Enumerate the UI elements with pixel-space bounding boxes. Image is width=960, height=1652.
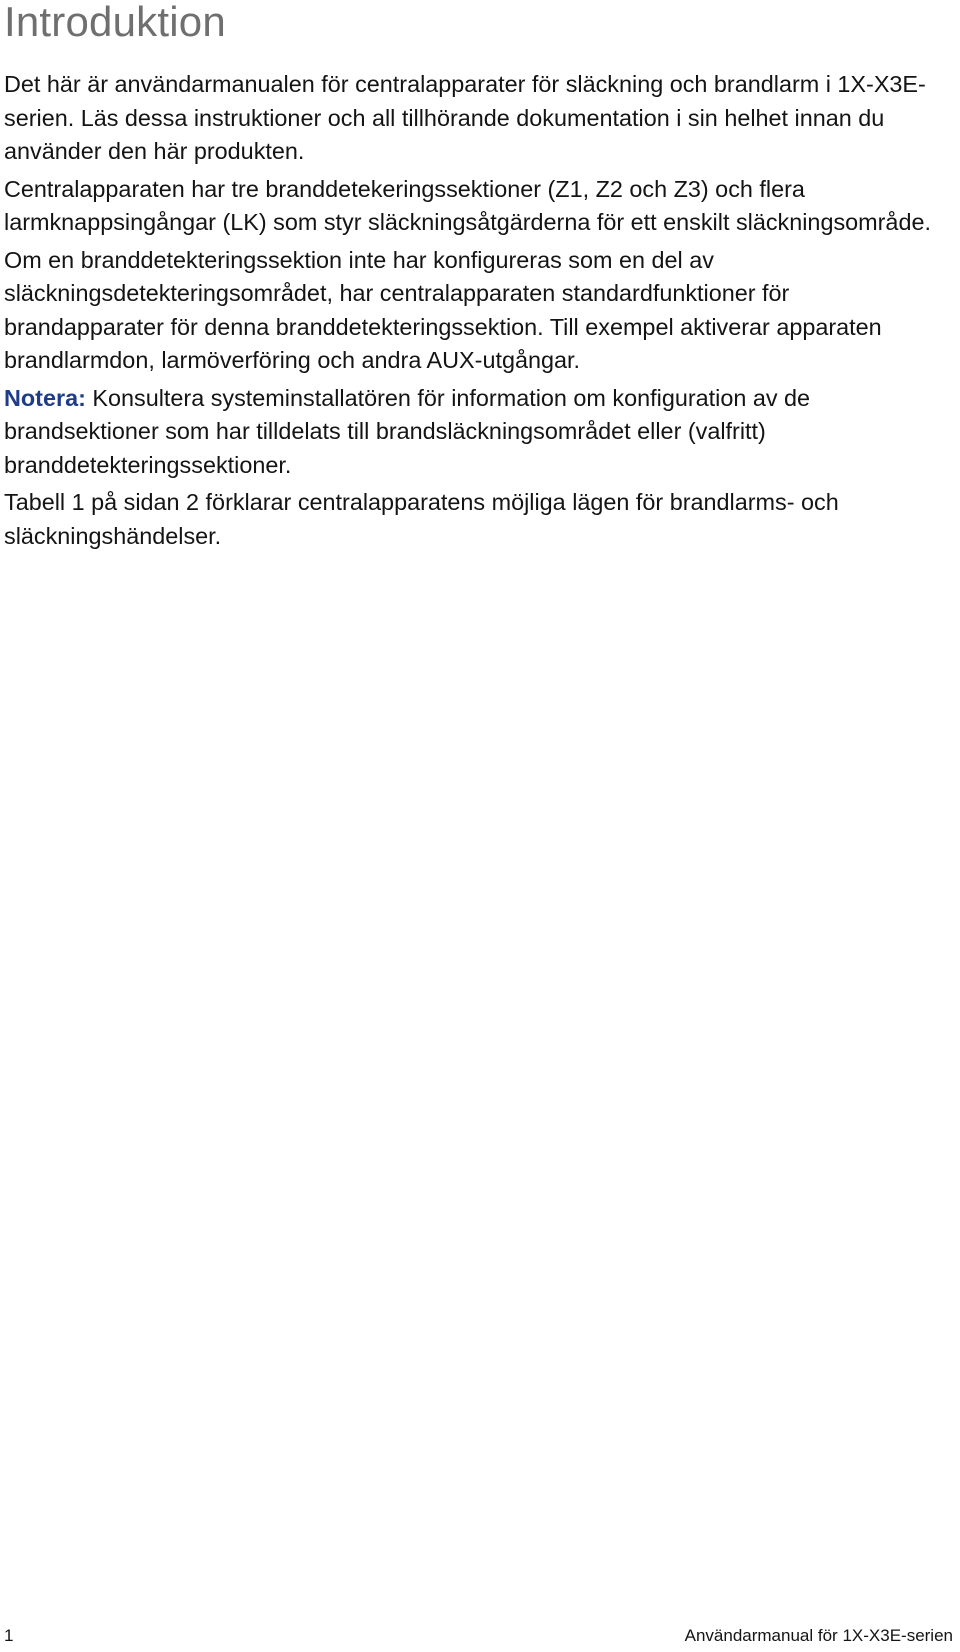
body-content	[4, 68, 944, 557]
detection-paragraph: Om en branddetekteringssektion inte har konfigureras som en del av släckningsdetekteringsområdet, har centralapparaten standardfunktioner för brandapparater för denna branddetekteringssektion. Till exempel aktiverar apparaten brandlarmdon, larmöverföring och andra AUX-utgångar.	[4, 246, 882, 373]
page-number: 1	[4, 1626, 14, 1645]
note-paragraph	[4, 382, 944, 483]
page-title: Introduktion	[4, 0, 226, 45]
note-label: Notera:	[4, 384, 86, 411]
note-text: Konsultera systeminstallatören för information om konfiguration av de brandsektioner som har tilldelats till brandsläckningsområdet eller (valfritt) branddetekteringssektioner.	[4, 384, 811, 478]
footer-document-title: Användarmanual för 1X-X3E-serien	[684, 1626, 953, 1645]
page-footer	[0, 1624, 960, 1648]
intro-paragraph: Det här är användarmanualen för centralapparater för släckning och brandlarm i 1X-X3E-serien. Läs dessa instruktioner och all tillhörande dokumentation i sin helhet innan du använder den här produkten.	[4, 71, 926, 164]
table-reference-paragraph: Tabell 1 på sidan 2 förklarar centralapparatens möjliga lägen för brandlarms- och släckningshändelser.	[4, 489, 839, 549]
zones-paragraph: Centralapparaten har tre branddetekeringssektioner (Z1, Z2 och Z3) och flera larmknappsingångar (LK) som styr släckningsåtgärderna för ett enskilt släckningsområde.	[4, 175, 931, 235]
